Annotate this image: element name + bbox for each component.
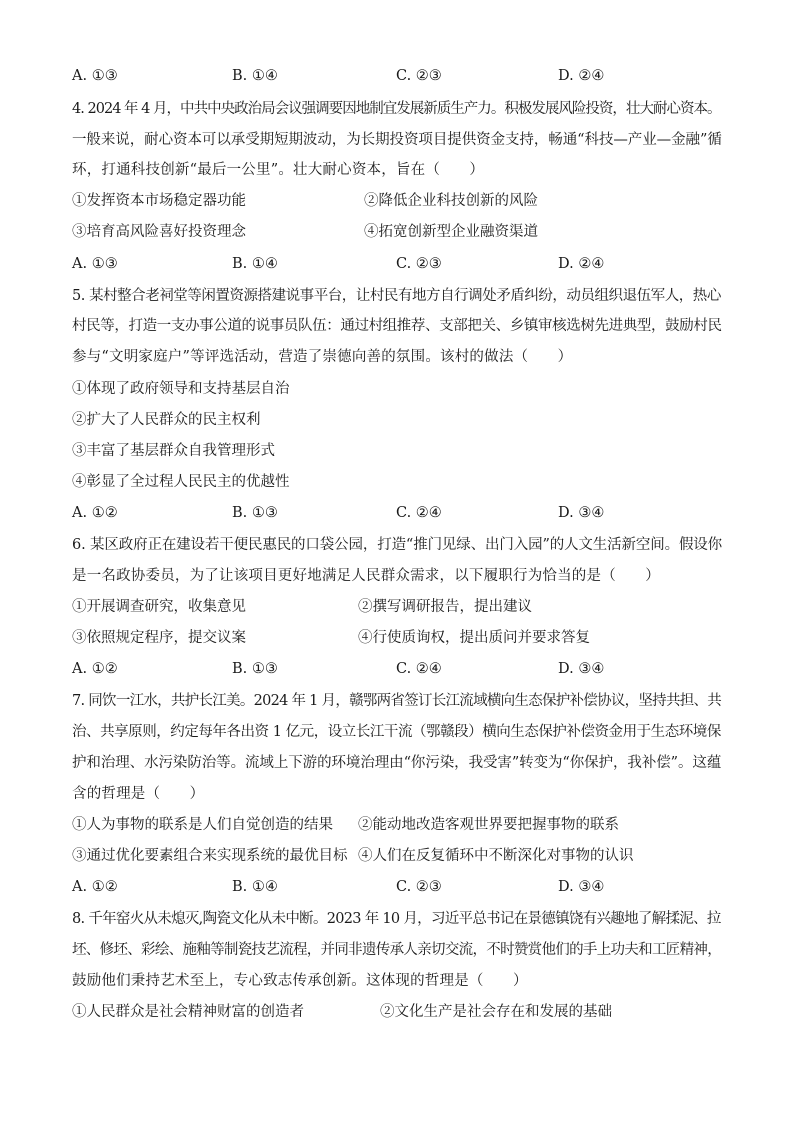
q8-stem-line-1: 8. 千年窑火从未熄灭,陶瓷文化从未中断。2023 年 10 月，习近平总书记在景德镇饶有兴趣地了解揉泥、拉 <box>72 911 721 927</box>
q7-item-1: ①人为事物的联系是人们自觉创造的结果 <box>72 817 333 833</box>
q7-item-2: ②能动地改造客观世界要把握事物的联系 <box>358 817 619 833</box>
q6-option-a: A. ①② <box>72 661 118 677</box>
q4-item-3: ③培育高风险喜好投资理念 <box>72 224 246 240</box>
q8-item-2: ②文化生产是社会存在和发展的基础 <box>380 1004 612 1020</box>
q8-stem-line-2: 坯、修坯、彩绘、施釉等制瓷技艺流程，并同非遗传承人亲切交流，不时赞赏他们的手上功夫和工匠精神， <box>72 942 722 958</box>
q4-stem-line-2: 一般来说，耐心资本可以承受期短期波动，为长期投资项目提供资金支持，畅通“科技—产业—金融”循 <box>72 132 722 148</box>
q4-option-a: A. ①③ <box>72 256 118 272</box>
q4-option-b: B. ①④ <box>232 256 278 272</box>
q7-option-a: A. ①② <box>72 879 118 895</box>
q5-stem-line-2: 村民等，打造一支办事公道的说事员队伍：通过村组推荐、支部把关、乡镇审核选树先进典型，鼓励村民 <box>72 318 722 334</box>
q7-option-c: C. ②③ <box>396 879 442 895</box>
q6-option-c: C. ②④ <box>396 661 442 677</box>
q3-option-a: A. ①③ <box>72 68 118 84</box>
q5-item-2: ②扩大了人民群众的民主权利 <box>72 412 261 428</box>
q4-item-4: ④拓宽创新型企业融资渠道 <box>364 224 538 240</box>
q7-stem-line-3: 护和治理、水污染防治等。流域上下游的环境治理由“你污染，我受害”转变为“你保护，我补偿”。这蕴 <box>72 755 722 771</box>
q6-item-2: ②撰写调研报告，提出建议 <box>358 599 532 615</box>
q6-option-b: B. ①③ <box>232 661 278 677</box>
q4-item-1: ①发挥资本市场稳定器功能 <box>72 193 246 209</box>
q5-stem-line-3: 参与“文明家庭户”等评选活动，营造了崇德向善的氛围。该村的做法（ ） <box>72 349 573 365</box>
q5-option-b: B. ①③ <box>232 505 278 521</box>
q5-option-a: A. ①② <box>72 505 118 521</box>
q5-item-4: ④彰显了全过程人民民主的优越性 <box>72 474 290 490</box>
q6-option-d: D. ③④ <box>558 661 605 677</box>
q3-option-b: B. ①④ <box>232 68 278 84</box>
q7-stem-line-4: 含的哲理是（ ） <box>72 786 205 802</box>
q5-item-3: ③丰富了基层群众自我管理形式 <box>72 443 275 459</box>
q4-stem-line-1: 4. 2024 年 4 月，中共中央政治局会议强调要因地制宜发展新质生产力。积极发展风险投资，壮大耐心资本。 <box>72 101 721 117</box>
q5-item-1: ①体现了政府领导和支持基层自治 <box>72 381 290 397</box>
q6-stem-line-1: 6. 某区政府正在建设若干便民惠民的口袋公园，打造“推门见绿、出门入园”的人文生活新空间。假设你 <box>72 537 723 553</box>
q7-item-3: ③通过优化要素组合来实现系统的最优目标 <box>72 848 348 864</box>
q8-item-1: ①人民群众是社会精神财富的创造者 <box>72 1004 304 1020</box>
q4-option-c: C. ②③ <box>396 256 442 272</box>
q3-option-c: C. ②③ <box>396 68 442 84</box>
q5-option-d: D. ③④ <box>558 505 605 521</box>
q7-item-4: ④人们在反复循环中不断深化对事物的认识 <box>358 848 634 864</box>
q5-stem-line-1: 5. 某村整合老祠堂等闲置资源搭建说事平台，让村民有地方自行调处矛盾纠纷，动员组织退伍军人，热心 <box>72 288 721 304</box>
q4-stem-line-3: 环，打通科技创新“最后一公里”。壮大耐心资本，旨在（ ） <box>72 162 485 178</box>
q6-item-4: ④行使质询权，提出质问并要求答复 <box>358 630 590 646</box>
q3-option-d: D. ②④ <box>558 68 605 84</box>
q6-stem-line-2: 是一名政协委员，为了让该项目更好地满足人民群众需求，以下履职行为恰当的是（ ） <box>72 568 660 584</box>
q6-item-3: ③依照规定程序，提交议案 <box>72 630 246 646</box>
q7-stem-line-1: 7. 同饮一江水，共护长江美。2024 年 1 月，赣鄂两省签订长江流域横向生态保护补偿协议，坚持共担、共 <box>72 693 722 709</box>
q6-item-1: ①开展调查研究，收集意见 <box>72 599 246 615</box>
q7-option-d: D. ③④ <box>558 879 605 895</box>
q5-option-c: C. ②④ <box>396 505 442 521</box>
q7-stem-line-2: 治、共享原则，约定每年各出资 1 亿元，设立长江干流（鄂赣段）横向生态保护补偿资金用于生态环境保 <box>72 724 721 740</box>
q7-option-b: B. ①④ <box>232 879 278 895</box>
q4-item-2: ②降低企业科技创新的风险 <box>364 193 538 209</box>
q8-stem-line-3: 鼓励他们秉持艺术至上，专心致志传承创新。这体现的哲理是（ ） <box>72 973 528 989</box>
q4-option-d: D. ②④ <box>558 256 605 272</box>
